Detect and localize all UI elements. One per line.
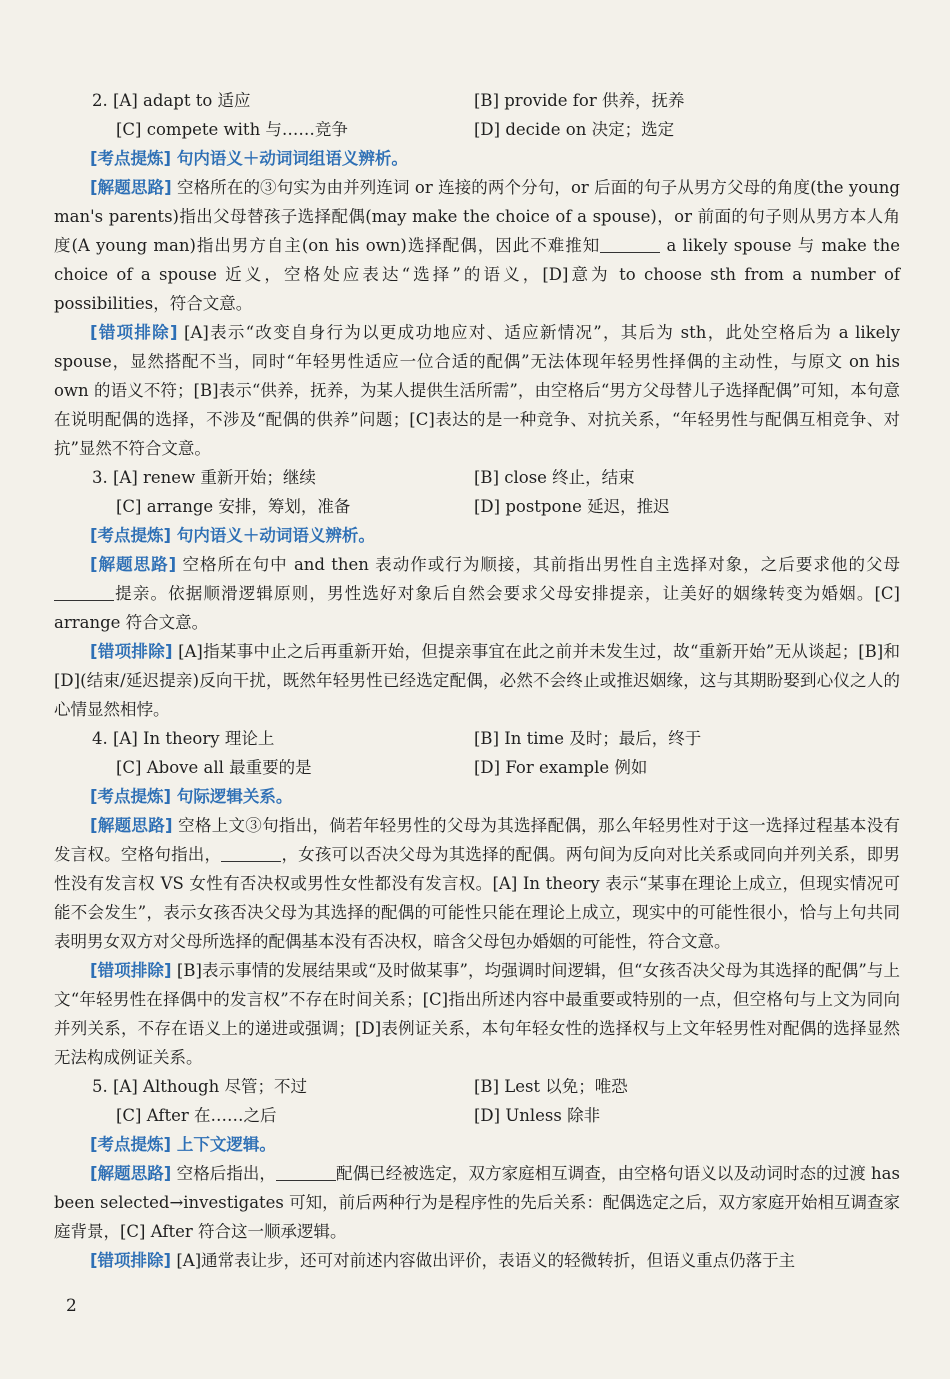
q4-key-point xyxy=(54,782,900,811)
solution-text-1: 空格所在句中 and then 表动作或行为顺接，其前指出男性自主选择对象，之后要求他的父母 xyxy=(176,555,900,574)
q3-options-row-1 xyxy=(54,463,900,492)
key-point-text: 句际逻辑关系。 xyxy=(171,787,293,806)
q3-option-a: 3. [A] renew 重新开始；继续 xyxy=(92,468,316,487)
q2-option-a: 2. [A] adapt to 适应 xyxy=(92,91,251,110)
q4-eliminate xyxy=(54,956,900,1072)
key-point-text: 上下文逻辑。 xyxy=(171,1135,276,1154)
key-point-text: 句内语义＋动词语义辨析。 xyxy=(171,526,375,545)
blank-line xyxy=(54,584,114,602)
q5-option-b: [B] Lest 以免；唯恐 xyxy=(474,1077,628,1096)
solution-text-2: ，女孩可以否决父母为其选择的配偶。两句间为反向对比关系或同向并列关系，即男性没有发言权 VS 女性有否决权或男性女性都没有发言权。[A] In theory 表示“某事在理论上成立，但现实情况可能不会发生”，表示女孩否决父母为其选择的配偶的可能性只能在理论上成立，现实中的可能性很小，恰与上句共同表明男女双方对父母所选择的配偶基本没有否决权，暗含父母包办婚姻的可能性，符合文意。 xyxy=(54,845,901,951)
q4-option-d: [D] For example 例如 xyxy=(474,758,648,777)
q4-options-row-2 xyxy=(54,753,900,782)
eliminate-text: [B]表示事情的发展结果或“及时做某事”，均强调时间逻辑，但“女孩否决父母为其选择的配偶”与上文“年轻男性在择偶中的发言权”不存在时间关系；[C]指出所述内容中最重要或特别的一点，但空格句与上文为同向并列关系，不存在语义上的递进或强调；[D]表例证关系，本句年轻女性的选择权与上文年轻男性对配偶的选择显然无法构成例证关系。 xyxy=(54,961,900,1067)
q5-solution xyxy=(54,1159,900,1246)
q3-options-row-2 xyxy=(54,492,900,521)
q5-option-d: [D] Unless 除非 xyxy=(474,1106,601,1125)
q3-key-point xyxy=(54,521,900,550)
eliminate-text: [A]通常表让步，还可对前述内容做出评价，表语义的轻微转折，但语义重点仍落于主 xyxy=(171,1251,796,1270)
q5-eliminate xyxy=(54,1246,900,1275)
key-point-tag: [考点提炼] xyxy=(90,149,172,168)
q3-option-d: [D] postpone 延迟，推迟 xyxy=(474,497,670,516)
blank-line xyxy=(276,1164,336,1182)
solution-tag: [解题思路] xyxy=(90,1164,172,1183)
page-number: 2 xyxy=(66,1296,77,1316)
solution-tag: [解题思路] xyxy=(90,816,173,835)
blank-line xyxy=(600,236,660,254)
q4-option-a: 4. [A] In theory 理论上 xyxy=(92,729,275,748)
solution-text-2: 提亲。依据顺滑逻辑原则，男性选好对象后自然会要求父母安排提亲，让美好的姻缘转变为婚姻。[C] arrange 符合文意。 xyxy=(54,584,900,632)
eliminate-tag: [错项排除] xyxy=(90,642,173,661)
eliminate-tag: [错项排除] xyxy=(90,323,178,342)
q3-option-c: [C] arrange 安排，筹划，准备 xyxy=(116,497,351,516)
eliminate-text: [A]指某事中止之后再重新开始，但提亲事宜在此之前并未发生过，故“重新开始”无从谈起；[B]和[D](结束/延迟提亲)反向干扰，既然年轻男性已经选定配偶，必然不会终止或推迟姻缘，这与其期盼娶到心仪之人的心情显然相悖。 xyxy=(54,642,901,719)
solution-text-2: 配偶已经被选定，双方家庭相互调查，由空格句语义以及动词时态的过渡 has been selected→investigates 可知，前后两种行为是程序性的先后关系：配偶选定之后，双方家庭开始相互调查家庭背景，[C] After 符合这一顺承逻辑。 xyxy=(54,1164,900,1241)
eliminate-text: [A]表示“改变自身行为以更成功地应对、适应新情况”，其后为 sth，此处空格后为 a likely spouse，显然搭配不当，同时“年轻男性适应一位合适的配偶”无法体现年轻男性择偶的主动性，与原文 on his own 的语义不符；[B]表示“供养，抚养，为某人提供生活所需”，由空格后“男方父母替儿子选择配偶”可知，本句意在说明配偶的选择，不涉及“配偶的供养”问题；[C]表达的是一种竞争、对抗关系，“年轻男性与配偶互相竞争、对抗”显然不符合文意。 xyxy=(54,323,900,458)
q2-option-c: [C] compete with 与……竞争 xyxy=(116,120,348,139)
q5-option-a: 5. [A] Although 尽管；不过 xyxy=(92,1077,307,1096)
q2-options-row-2 xyxy=(54,115,900,144)
q2-solution xyxy=(54,173,900,318)
q2-option-d: [D] decide on 决定；选定 xyxy=(474,120,675,139)
q2-key-point xyxy=(54,144,900,173)
key-point-tag: [考点提炼] xyxy=(90,526,172,545)
key-point-text: 句内语义＋动词词组语义辨析。 xyxy=(171,149,408,168)
q5-key-point xyxy=(54,1130,900,1159)
solution-text-1: 空格上文③句指出，倘若年轻男性的父母为其选择配偶，那么年轻男性对于这一选择过程基本没有发言权。空格句指出， xyxy=(54,816,900,864)
q4-option-c: [C] Above all 最重要的是 xyxy=(116,758,312,777)
eliminate-tag: [错项排除] xyxy=(90,961,172,980)
eliminate-tag: [错项排除] xyxy=(90,1251,172,1270)
solution-text-1: 空格所在的③句实为由并列连词 or 连接的两个分句，or 后面的句子从男方父母的角度(the young man's parents)指出父母替孩子选择配偶(may make the choice of a spouse)，or 前面的句子则从男方本人角度(A young man)指出男方自主(on his own)选择配偶，因此不难推知 xyxy=(54,178,900,255)
blank-line xyxy=(221,845,281,863)
page-content xyxy=(54,86,900,1275)
q2-option-b: [B] provide for 供养，抚养 xyxy=(474,91,685,110)
solution-text-2: a likely spouse 与 make the choice of a spouse 近义，空格处应表达“选择”的语义，[D]意为 to choose sth from a number of possibilities，符合文意。 xyxy=(54,236,900,313)
q4-solution xyxy=(54,811,900,956)
q3-option-b: [B] close 终止，结束 xyxy=(474,468,635,487)
key-point-tag: [考点提炼] xyxy=(90,1135,172,1154)
q4-options-row-1 xyxy=(54,724,900,753)
solution-tag: [解题思路] xyxy=(90,178,172,197)
q5-option-c: [C] After 在……之后 xyxy=(116,1106,277,1125)
q3-solution xyxy=(54,550,900,637)
q2-eliminate xyxy=(54,318,900,463)
q5-options-row-1 xyxy=(54,1072,900,1101)
solution-tag: [解题思路] xyxy=(90,555,177,574)
solution-text-1: 空格后指出， xyxy=(171,1164,276,1183)
key-point-tag: [考点提炼] xyxy=(90,787,172,806)
q2-options-row-1 xyxy=(54,86,900,115)
q4-option-b: [B] In time 及时；最后，终于 xyxy=(474,729,702,748)
q5-options-row-2 xyxy=(54,1101,900,1130)
q3-eliminate xyxy=(54,637,900,724)
